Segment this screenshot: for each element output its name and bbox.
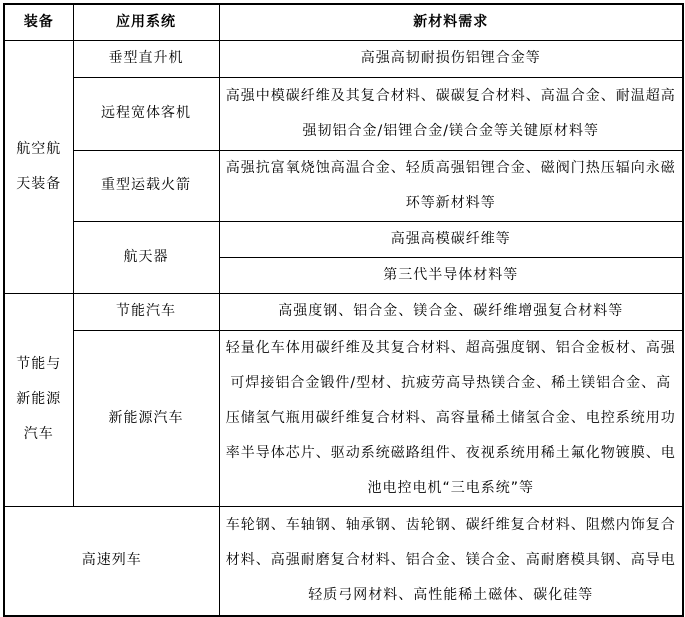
materials-cell-spacecraft-1: 高强高模碳纤维等: [219, 221, 683, 257]
header-cell-equipment: 装备: [4, 4, 73, 40]
table-row: [4, 150, 683, 221]
system-cell-widebody-airliner: 远程宽体客机: [73, 77, 219, 150]
header-row: [4, 4, 683, 40]
system-cell-spacecraft: 航天器: [73, 221, 219, 293]
table-row: [4, 40, 683, 77]
system-cell-energy-saving-car: 节能汽车: [73, 293, 219, 330]
materials-cell-new-energy-car: 轻量化车体用碳纤维及其复合材料、超高强度钢、铝合金板材、高强可焊接铝合金锻件/型材、抗疲劳高导热镁合金、稀土镁铝合金、高压储氢气瓶用碳纤维复合材料、高容量稀土储氢合金、电控系统用功率半导体芯片、驱动系统磁路组件、夜视系统用稀土氟化物镀膜、电池电控电机“三电系统”等: [219, 330, 683, 506]
group-cell-energy-vehicles: 节能与新能源汽车: [4, 293, 73, 506]
table-row: [4, 293, 683, 330]
system-cell-heavy-rocket: 重型运载火箭: [73, 150, 219, 221]
materials-cell-spacecraft-2: 第三代半导体材料等: [219, 257, 683, 293]
system-cell-helicopter: 垂型直升机: [73, 40, 219, 77]
new-materials-requirements-table: [3, 3, 684, 617]
table-row: [4, 330, 683, 506]
system-cell-new-energy-car: 新能源汽车: [73, 330, 219, 506]
table-row: [4, 77, 683, 150]
header-cell-materials-demand: 新材料需求: [219, 4, 683, 40]
materials-cell-heavy-rocket: 高强抗富氧烧蚀高温合金、轻质高强铝锂合金、磁阀门热压辐向永磁环等新材料等: [219, 150, 683, 221]
materials-cell-widebody-airliner: 高强中模碳纤维及其复合材料、碳碳复合材料、高温合金、耐温超高强韧铝合金/铝锂合金/镁合金等关键原材料等: [219, 77, 683, 150]
system-cell-high-speed-train: 高速列车: [4, 506, 219, 616]
table-row: [4, 506, 683, 616]
materials-cell-high-speed-train: 车轮钢、车轴钢、轴承钢、齿轮钢、碳纤维复合材料、阻燃内饰复合材料、高强耐磨复合材料、铝合金、镁合金、高耐磨模具钢、高导电轻质弓网材料、高性能稀土磁体、碳化硅等: [219, 506, 683, 616]
header-cell-application-system: 应用系统: [73, 4, 219, 40]
table-row: [4, 221, 683, 257]
group-cell-aerospace: 航空航天装备: [4, 40, 73, 293]
materials-cell-energy-saving-car: 高强度钢、铝合金、镁合金、碳纤维增强复合材料等: [219, 293, 683, 330]
materials-cell-helicopter: 高强高韧耐损伤铝锂合金等: [219, 40, 683, 77]
